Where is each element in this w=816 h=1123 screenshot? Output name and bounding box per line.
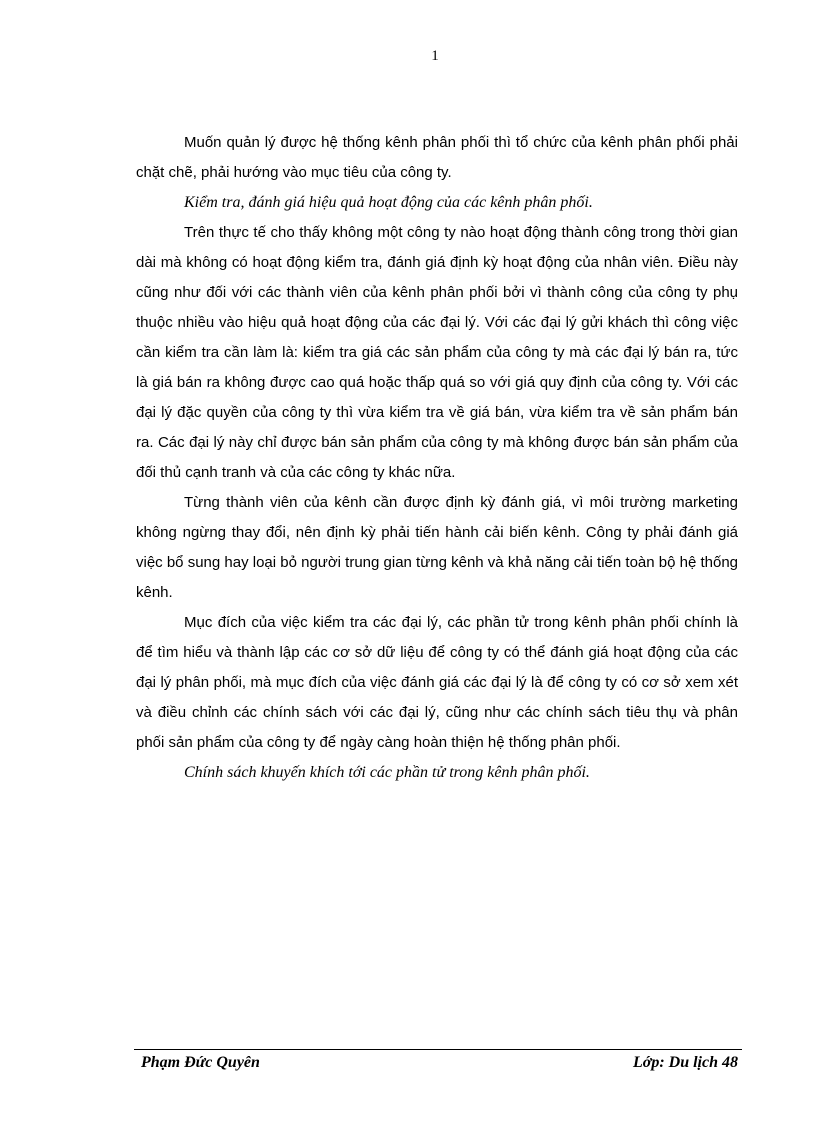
footer-class: Lớp: Du lịch 48	[632, 1054, 738, 1071]
page-number: 1	[431, 48, 439, 64]
footer-author: Phạm Đức Quyên	[141, 1054, 260, 1071]
document-body	[136, 128, 738, 788]
section-heading-evaluation: Kiểm tra, đánh giá hiệu quả hoạt động của các kênh phân phối.	[184, 194, 593, 211]
section-heading-incentives: Chính sách khuyến khích tới các phần tử trong kênh phân phối.	[184, 764, 590, 781]
footer-divider	[134, 1049, 742, 1050]
paragraph-intro: Muốn quản lý được hệ thống kênh phân phối thì tổ chức của kênh phân phối phải chặt chẽ, phải hướng vào mục tiêu của công ty.	[136, 134, 738, 181]
paragraph-periodic-review: Từng thành viên của kênh cần được định kỳ đánh giá, vì môi trường marketing không ngừng thay đổi, nên định kỳ phải tiến hành cải biến kênh. Công ty phải đánh giá việc bổ sung hay loại bỏ người trung gian từng kênh và khả năng cải tiến toàn bộ hệ thống kênh.	[136, 494, 739, 601]
paragraph-evaluation: Trên thực tế cho thấy không một công ty nào hoạt động thành công trong thời gian dài mà không có hoạt động kiểm tra, đánh giá định kỳ hoạt động của nhân viên. Điều này cũng như đối với các thành viên của kênh phân phối bởi vì thành công của công ty phụ thuộc nhiều vào hiệu quả hoạt động của các đại lý. Với các đại lý gửi khách thì công việc cần kiểm tra cần làm là: kiểm tra giá các sản phẩm của công ty mà các đại lý bán ra, tức là giá bán ra không được cao quá hoặc thấp quá so với giá quy định của công ty. Với các đại lý đặc quyền của công ty thì vừa kiểm tra về giá bán, vừa kiểm tra về sản phẩm bán ra. Các đại lý này chỉ được bán sản phẩm của công ty mà không được bán sản phẩm của đối thủ cạnh tranh và của các công ty khác nữa.	[136, 224, 738, 481]
paragraph-purpose: Mục đích của việc kiểm tra các đại lý, các phần tử trong kênh phân phối chính là để tìm hiểu và thành lập các cơ sở dữ liệu để công ty có thể đánh giá hoạt động của các đại lý phân phối, mà mục đích của việc đánh giá các đại lý là để công ty có cơ sở xem xét và điều chỉnh các chính sách với các đại lý, cũng như các chính sách tiêu thụ và phân phối sản phẩm của công ty để ngày càng hoàn thiện hệ thống phân phối.	[136, 614, 738, 751]
